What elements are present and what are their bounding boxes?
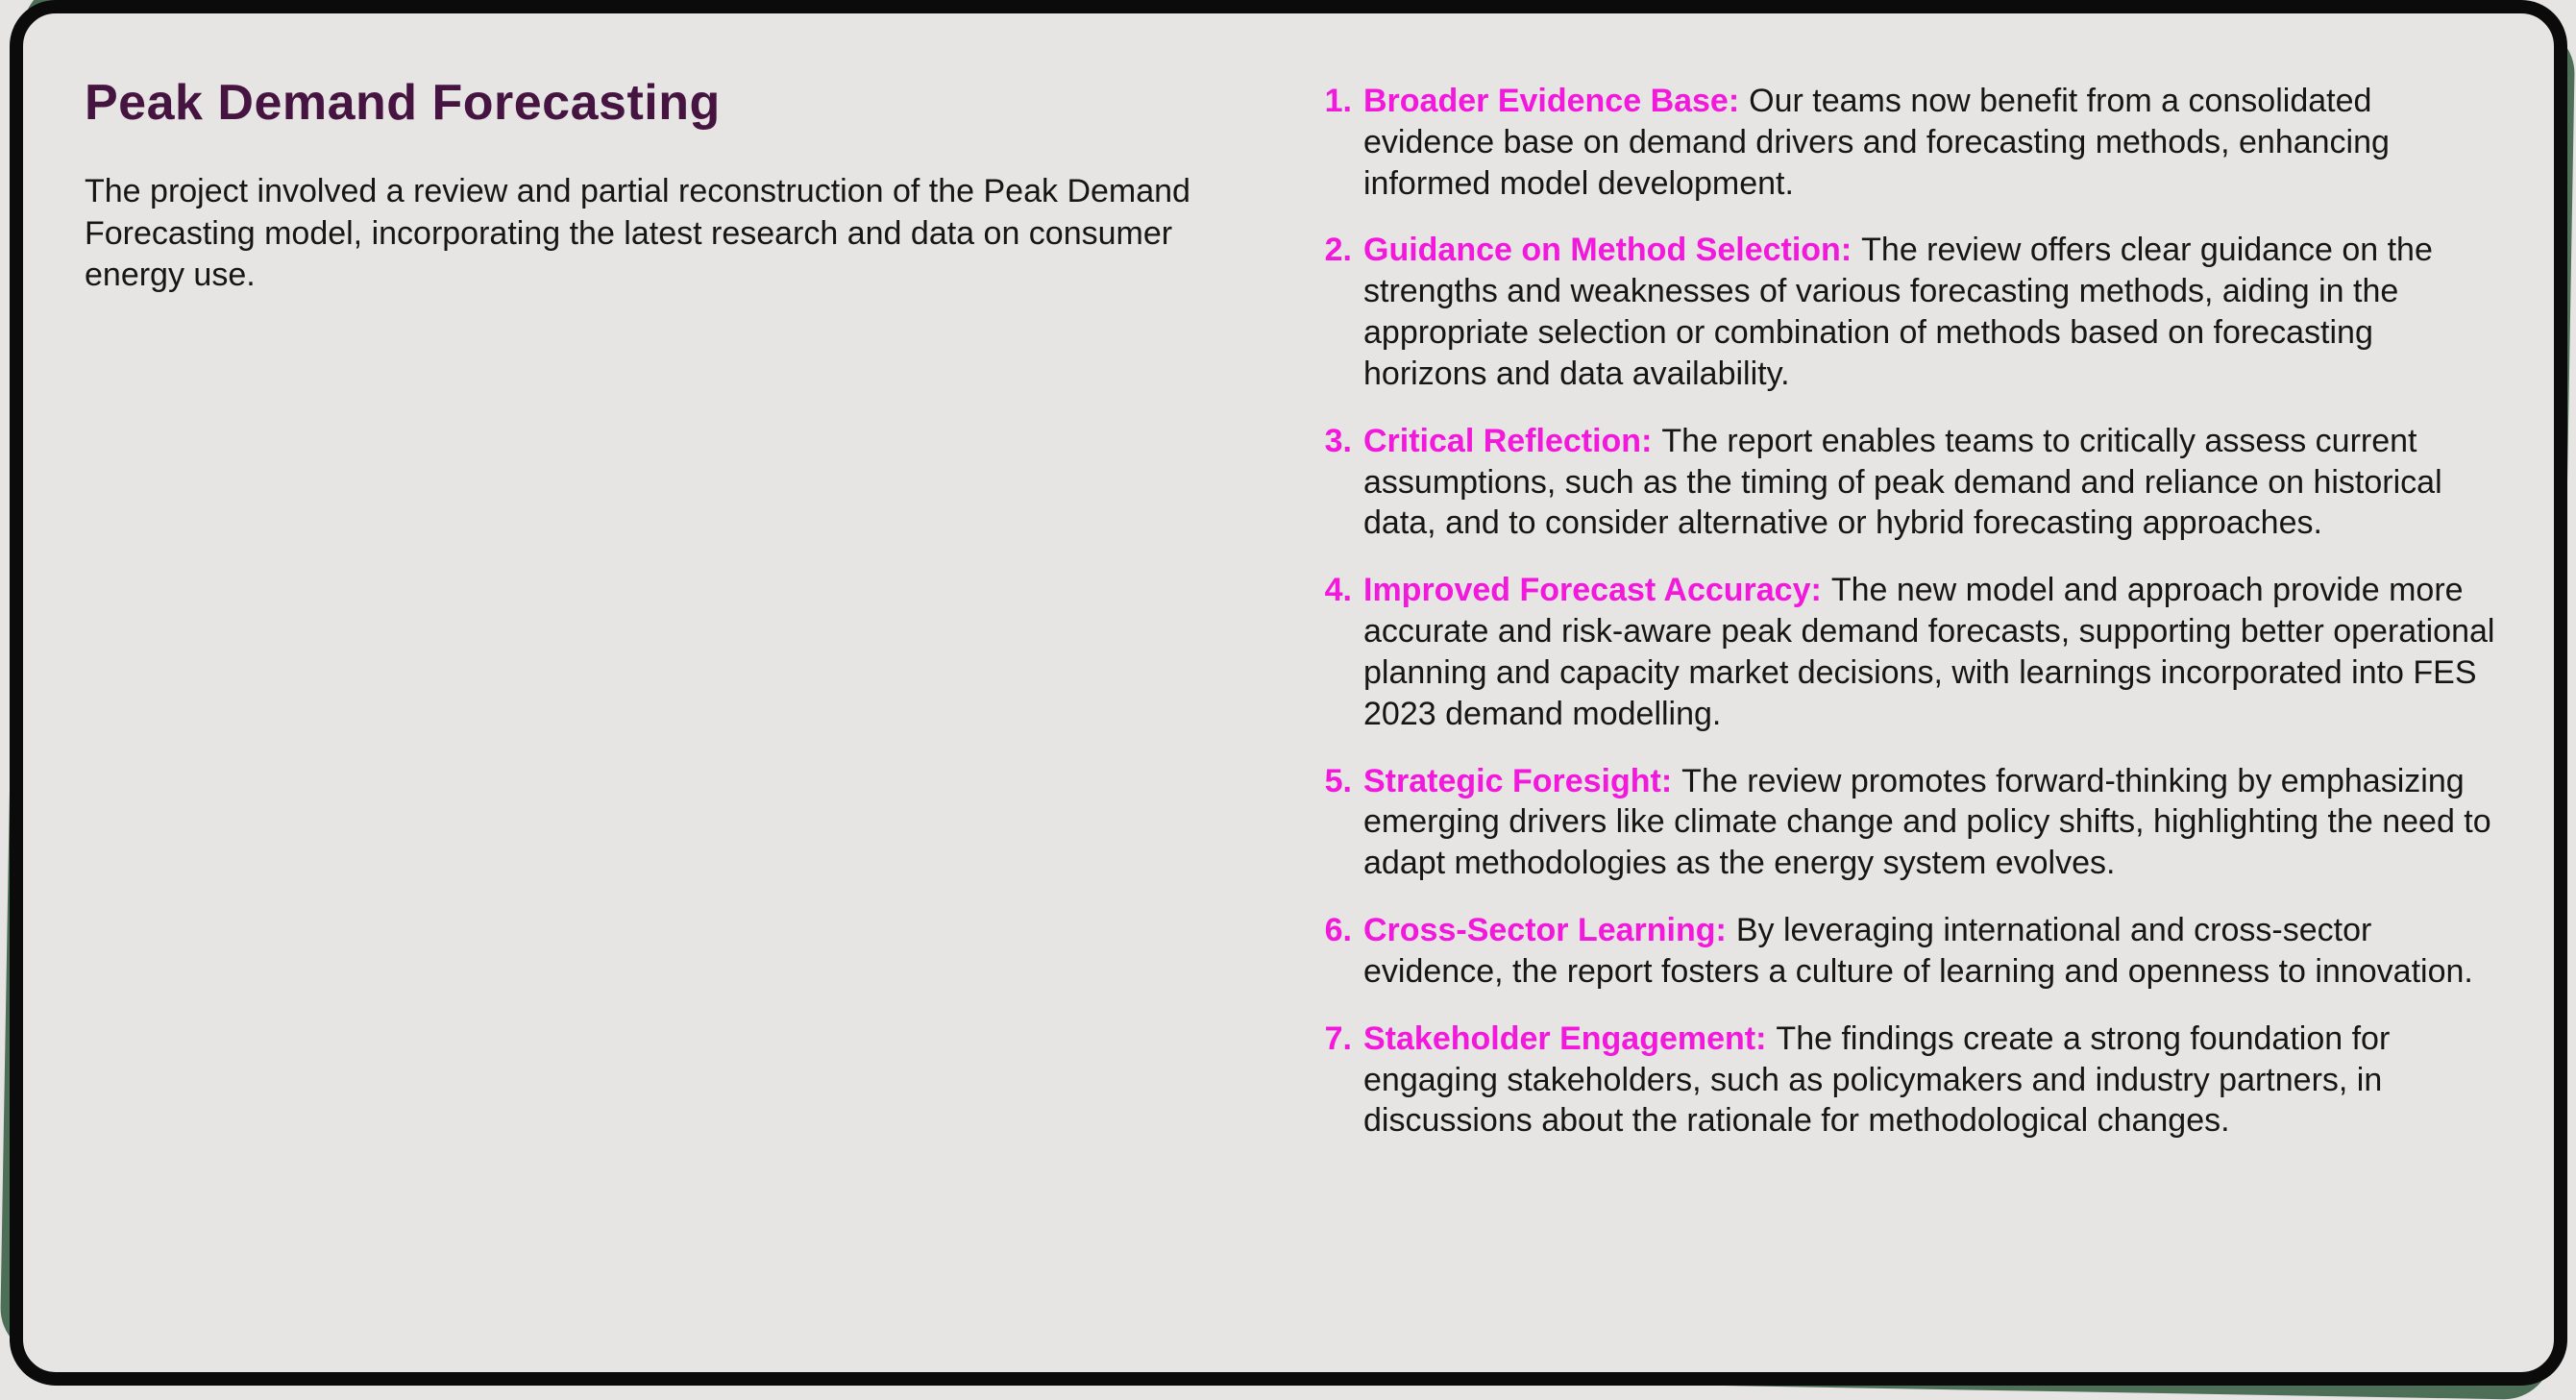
item-text <box>1363 421 2500 544</box>
item-body: Our teams now benefit from a consolidated evidence base on demand drivers and forecasting methods, enhancing informed model development. <box>1363 83 2390 202</box>
item-body: By leveraging international and cross-sector evidence, the report fosters a culture of learning and openness to innovation. <box>1363 912 2473 990</box>
item-heading: Broader Evidence Base: <box>1363 83 1740 119</box>
page-title: Peak Demand Forecasting <box>85 75 721 131</box>
list-item <box>1310 570 2500 734</box>
item-heading: Improved Forecast Accuracy: <box>1363 572 1822 609</box>
benefits-list <box>1310 81 2500 1142</box>
project-card <box>10 0 2567 1386</box>
item-body: The findings create a strong foundation for engaging stakeholders, such as policymakers and industry partners, in discussions about the rationale for methodological changes. <box>1363 1019 2391 1140</box>
item-heading: Critical Reflection: <box>1363 422 1653 459</box>
item-heading: Stakeholder Engagement: <box>1363 1019 1767 1057</box>
item-text <box>1363 1019 2500 1142</box>
item-number: 1. <box>1324 83 1352 119</box>
item-number: 3. <box>1324 422 1352 459</box>
list-item <box>1310 910 2500 993</box>
list-item <box>1310 81 2500 204</box>
list-item <box>1310 230 2500 394</box>
item-number: 4. <box>1324 572 1352 609</box>
item-body: The review offers clear guidance on the strengths and weaknesses of various forecasting methods, aiding in the appropriate selection or combination of methods based on forecasting horizons and data availability. <box>1363 232 2433 392</box>
item-heading: Cross-Sector Learning: <box>1363 912 1727 949</box>
right-column <box>1310 69 2500 1353</box>
list-item <box>1310 421 2500 544</box>
item-number: 6. <box>1324 912 1352 949</box>
item-text <box>1363 910 2500 993</box>
item-number: 7. <box>1324 1019 1352 1057</box>
item-body: The new model and approach provide more accurate and risk-aware peak demand forecasts, supporting better operational planning and capacity market decisions, with learnings incorporated into FES 2023 demand modelling. <box>1363 572 2495 732</box>
list-item <box>1310 761 2500 884</box>
item-text <box>1363 230 2500 394</box>
item-text <box>1363 570 2500 734</box>
list-item <box>1310 1019 2500 1142</box>
item-number: 5. <box>1324 762 1352 799</box>
item-body: The review promotes forward-thinking by emphasizing emerging drivers like climate change and policy shifts, highlighting the need to adapt methodologies as the energy system evolves. <box>1363 762 2491 882</box>
item-heading: Strategic Foresight: <box>1363 762 1673 799</box>
item-heading: Guidance on Method Selection: <box>1363 232 1852 269</box>
left-column <box>85 69 1233 1353</box>
item-number: 2. <box>1324 232 1352 269</box>
item-text <box>1363 81 2500 204</box>
project-description: The project involved a review and partial reconstruction of the Peak Demand Forecasting model, incorporating the latest research and data on consumer energy use. <box>85 173 1190 293</box>
item-text <box>1363 761 2500 884</box>
item-body: The report enables teams to critically assess current assumptions, such as the timing of peak demand and reliance on historical data, and to consider alternative or hybrid forecasting approaches. <box>1363 422 2442 542</box>
